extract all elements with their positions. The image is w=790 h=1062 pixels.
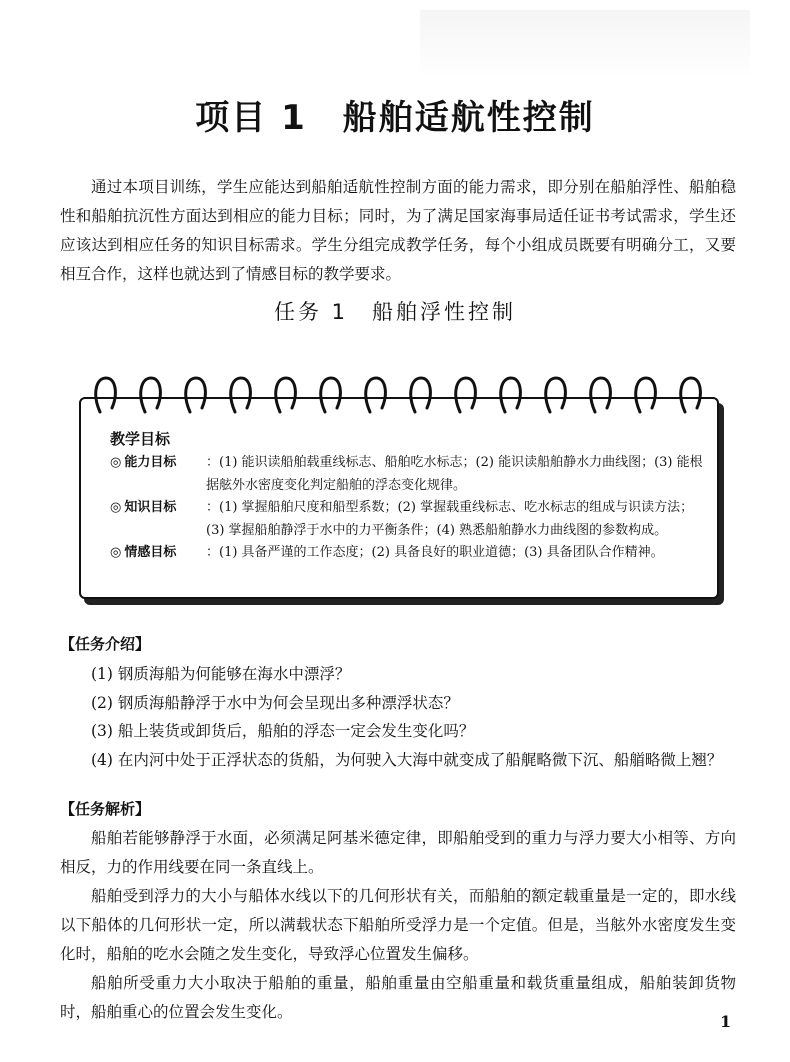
question-item: (4) 在内河中处于正浮状态的货船，为何驶入大海中就变成了船艉略微下沉、船艏略微上翘？	[91, 750, 723, 769]
spiral-ring	[141, 378, 161, 412]
spiral-binding	[94, 372, 734, 422]
spiral-ring	[366, 378, 386, 412]
spiral-ring	[501, 378, 521, 412]
task-analysis-body	[60, 824, 736, 1027]
analysis-paragraph: 船舶若能够静浮于水面，必须满足阿基米德定律，即船舶受到的重力与浮力要大小相等、方向相反，力的作用线要在同一条直线上。	[60, 829, 736, 876]
page-number: 1	[720, 1012, 732, 1031]
goal-label: ◎ 能力目标	[110, 455, 177, 470]
spiral-ring	[456, 378, 476, 412]
goal-text: ：(1) 具备严谨的工作态度；(2) 具备良好的职业道德；(3) 具备团队合作精神。	[206, 545, 664, 560]
spiral-ring	[186, 378, 206, 412]
spiral-ring	[681, 378, 701, 412]
spiral-ring	[411, 378, 431, 412]
spiral-ring	[591, 378, 611, 412]
spiral-ring	[636, 378, 656, 412]
question-item: (3) 船上装货或卸货后，船舶的浮态一定会发生变化吗？	[91, 722, 475, 740]
spiral-ring	[96, 378, 116, 412]
goal-text: ：(1) 能识读船舶载重线标志、船舶吃水标志；(2) 能识读船舶静水力曲线图；(3) 能根据舷外水密度变化判定船舶的浮态变化规律。	[206, 455, 703, 493]
goal-label: ◎ 知识目标	[110, 500, 177, 515]
analysis-paragraph: 船舶受到浮力的大小与船体水线以下的几何形状有关，而船舶的额定载重量是一定的，即水线以下船体的几何形状一定，所以满载状态下船舶所受浮力是一个定值。但是，当舷外水密度发生变化时，船舶的吃水会随之发生变化，导致浮心位置发生偏移。	[60, 887, 736, 963]
goal-knowledge	[110, 497, 710, 542]
bullet-icon: ◎	[110, 500, 122, 515]
bleed-through-shadow	[420, 10, 750, 80]
question-item: (1) 钢质海船为何能够在海水中漂浮？	[91, 665, 351, 683]
question-item: (2) 钢质海船静浮于水中为何会呈现出多种漂浮状态？	[91, 693, 459, 712]
spiral-ring	[321, 378, 341, 412]
goal-ability	[110, 452, 710, 497]
bullet-icon: ◎	[110, 545, 122, 560]
bullet-icon: ◎	[110, 455, 122, 470]
spiral-ring	[546, 378, 566, 412]
goal-label: ◎ 情感目标	[110, 545, 177, 560]
task-title: 任务 1 船舶浮性控制	[273, 300, 517, 324]
goal-emotion	[110, 542, 710, 565]
spiral-ring	[231, 378, 251, 412]
analysis-paragraph: 船舶所受重力大小取决于船舶的重量，船舶重量由空船重量和载货重量组成，船舶装卸货物时，船舶重心的位置会发生变化。	[60, 974, 736, 1021]
intro-paragraph: 通过本项目训练，学生应能达到船舶适航性控制方面的能力需求，即分别在船舶浮性、船舶稳性和船舶抗沉性方面达到相应的能力目标；同时，为了满足国家海事局适任证书考试需求，学生还应该达到相应任务的知识目标需求。学生分组完成教学任务，每个小组成员既要有明确分工，又要相互合作，这样也就达到了情感目标的教学要求。	[60, 178, 736, 283]
goal-text: ：(1) 掌握船舶尺度和船型系数；(2) 掌握载重线标志、吃水标志的组成与识读方法；(3) 掌握船舶静浮于水中的力平衡条件；(4) 熟悉船舶静水力曲线图的参数构成。	[206, 500, 694, 538]
spiral-ring	[276, 378, 296, 412]
task-intro-heading: 【任务介绍】	[60, 635, 151, 653]
task-analysis-heading: 【任务解析】	[60, 800, 151, 818]
teaching-goals-list	[110, 452, 710, 565]
project-title: 项目 1 船舶适航性控制	[195, 98, 595, 138]
teaching-goals-heading: 教学目标	[110, 430, 171, 448]
task-intro-questions	[60, 660, 736, 774]
